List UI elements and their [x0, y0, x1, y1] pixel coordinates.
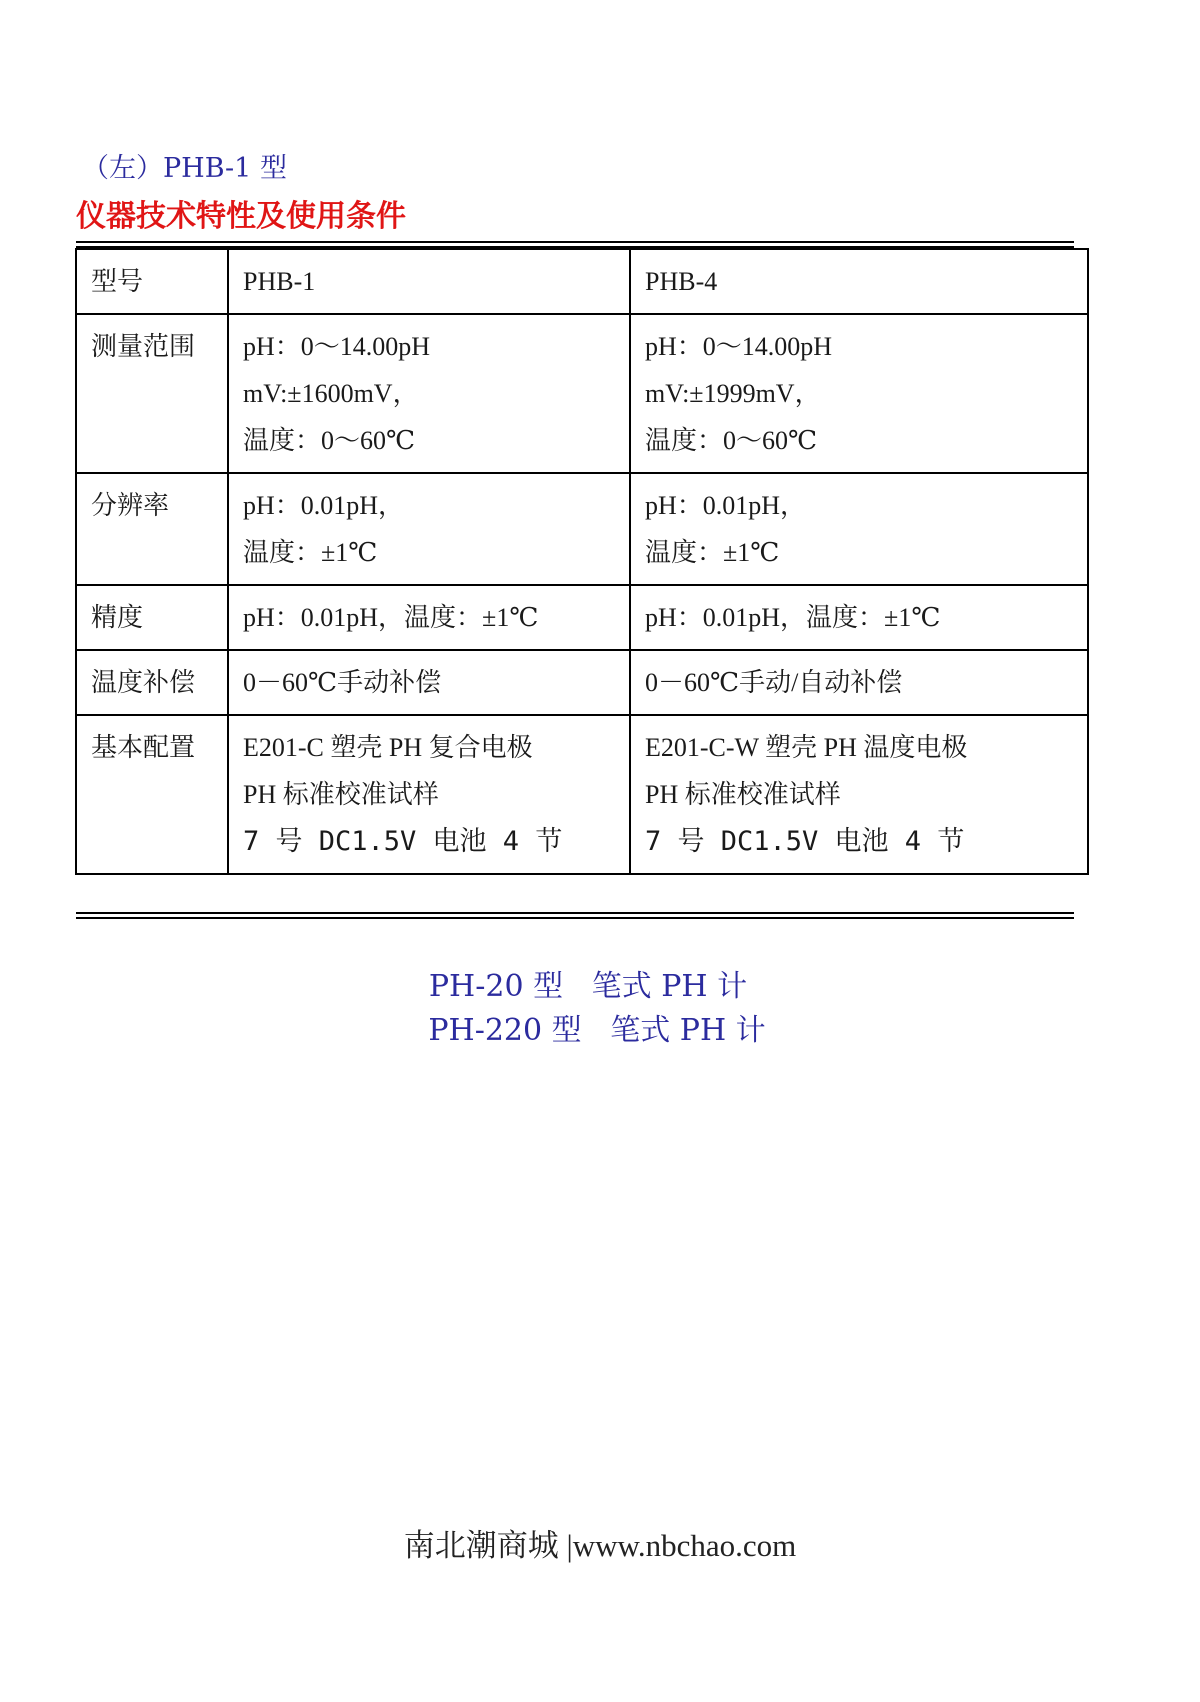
table-row [76, 585, 1088, 650]
phb1-cell: pH：0.01pH，温度：±1℃ [228, 585, 630, 650]
phb1-cell: pH：0.01pH， 温度：±1℃ [228, 473, 630, 585]
row-label: 测量范围 [76, 314, 228, 473]
row-label: 温度补偿 [76, 650, 228, 715]
footer-site-link[interactable]: 南北潮商城 |www.nbchao.com [403, 1528, 797, 1563]
phb4-cell: E201-C-W 塑壳 PH 温度电极 PH 标准校准试样 7 号 DC1.5V 电池 4 节 [630, 715, 1088, 874]
row-label: 精度 [76, 585, 228, 650]
table-row [76, 473, 1088, 585]
row-label: 型号 [76, 249, 228, 314]
row-label: 分辨率 [76, 473, 228, 585]
phb1-cell: E201-C 塑壳 PH 复合电极 PH 标准校准试样 7 号 DC1.5V 电池 4 节 [228, 715, 630, 874]
model-subtitle: （左）PHB-1 型 [82, 153, 287, 184]
phb1-cell: 0－60℃手动补偿 [228, 650, 630, 715]
table-row [76, 715, 1088, 874]
phb4-cell: pH：0.01pH， 温度：±1℃ [630, 473, 1088, 585]
phb4-cell: PHB-4 [630, 249, 1088, 314]
product-title-ph20: PH-20 型 笔式 PH 计 [428, 969, 748, 1004]
table-row [76, 249, 1088, 314]
phb4-cell: pH：0～14.00pH mV:±1999mV， 温度：0～60℃ [630, 314, 1088, 473]
phb4-cell: 0－60℃手动/自动补偿 [630, 650, 1088, 715]
phb1-cell: PHB-1 [228, 249, 630, 314]
table-row [76, 314, 1088, 473]
table-row [76, 650, 1088, 715]
top-double-rule [76, 241, 1074, 248]
phb4-cell: pH：0.01pH，温度：±1℃ [630, 585, 1088, 650]
section-heading: 仪器技术特性及使用条件 [76, 199, 406, 234]
row-label: 基本配置 [76, 715, 228, 874]
phb1-cell: pH：0～14.00pH mV:±1600mV， 温度：0～60℃ [228, 314, 630, 473]
middle-double-rule [76, 912, 1074, 919]
product-title-ph220: PH-220 型 笔式 PH 计 [428, 1013, 766, 1048]
spec-table [75, 248, 1089, 875]
